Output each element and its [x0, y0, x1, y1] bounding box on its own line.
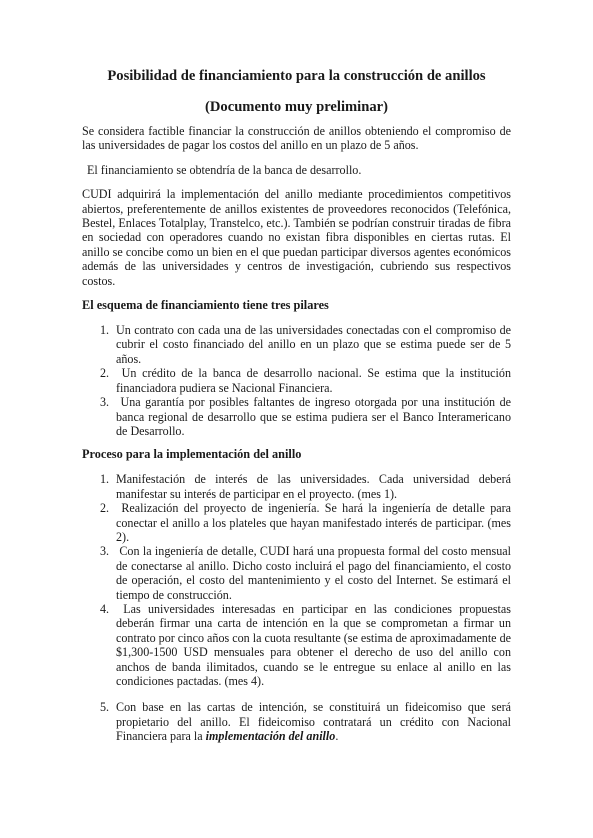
heading-pillars: El esquema de financiamiento tiene tres pilares — [82, 298, 329, 313]
pillar-item — [82, 366, 511, 395]
paragraph-financing-source — [82, 163, 511, 177]
paragraph-intro: Se considera factible financiar la construcción de anillos obteniendo el compromiso de las universidades de pagar los costos del anillo en un plazo de 5 años. — [82, 124, 511, 153]
pillar-number: 1. — [100, 323, 110, 338]
pillar-text: Un crédito de la banca de desarrollo nacional. Se estima que la institución financiadora pudiera se Nacional Financiera. — [116, 366, 511, 395]
pillar-number: 2. — [100, 366, 110, 381]
step-number: 2. — [100, 501, 110, 516]
pillar-number: 3. — [100, 395, 110, 410]
process-step — [82, 501, 511, 544]
step-number: 1. — [100, 472, 110, 487]
step-text: Con base en las cartas de intención, se constituirá un fideicomiso que será propietario del anillo. El fideicomiso contratará un crédito con Nacional Financiera para la — [116, 700, 511, 744]
step-number: 5. — [100, 700, 110, 715]
step-tail: . — [335, 729, 339, 744]
document-title: Posibilidad de financiamiento para la construcción de anillos — [107, 68, 486, 84]
pillar-item — [82, 395, 511, 438]
step-text: Con la ingeniería de detalle, CUDI hará una propuesta formal del costo mensual de conectarse al anillo. Dicho costo incluirá el pago del financiamiento, el costo de operación, el costo del mantenimiento y el costo del Internet. Se estimará el tiempo de construcción. — [116, 544, 511, 602]
step-number: 3. — [100, 544, 110, 559]
pillar-item — [82, 323, 511, 366]
step-emphasis: implementación del anillo — [205, 729, 336, 744]
process-step — [82, 544, 511, 602]
document-subtitle: (Documento muy preliminar) — [205, 99, 388, 115]
process-steps-list — [82, 472, 511, 743]
pillar-text: Un contrato con cada una de las universidades conectadas con el compromiso de cubrir el costo financiado del anillo en un plazo que se estima puede ser de 5 años. — [116, 323, 511, 366]
pillar-text: Una garantía por posibles faltantes de ingreso otorgada por una institución de banca regional de desarrollo que se estima pudiera ser el Banco Interamericano de Desarrollo. — [116, 395, 511, 438]
process-step — [82, 700, 511, 743]
pillars-list — [82, 323, 511, 438]
process-step — [82, 472, 511, 501]
process-step — [82, 602, 511, 688]
step-text: Manifestación de interés de las universidades. Cada universidad deberá manifestar su interés de participar en el proyecto. (mes 1). — [116, 472, 511, 501]
step-number: 4. — [100, 601, 110, 616]
paragraph-financing-source-text: El financiamiento se obtendría de la banca de desarrollo. — [87, 162, 362, 177]
step-text: Realización del proyecto de ingeniería. Se hará la ingeniería de detalle para conectar el anillo a los plateles que hayan manifestado interés de participar. (mes 2). — [116, 501, 511, 544]
heading-process: Proceso para la implementación del anillo — [82, 447, 302, 462]
paragraph-cudi: CUDI adquirirá la implementación del anillo mediante procedimientos competitivos abiertos, preferentemente de anillos existentes de proveedores reconocidos (Telefónica, Bestel, Enlaces Totalplay, Transtelco, etc.). También se podrían construir tiradas de fibra en sociedad con operadores cuando no existan fibra disponibles en ciertas rutas. El anillo se concibe como un bien en el que puedan participar diversos agentes económicos además de las universidades y centros de investigación, cubriendo sus respectivos costos. — [82, 187, 511, 288]
step-text: Las universidades interesadas en participar en las condiciones propuestas deberán firmar una carta de intención en la que se comprometan a firmar un contrato por cinco años con la cuota resultante (se estima de aproximadamente de $1,300-1500 USD mensuales para obtener el derecho de uso del anillo con anchos de banda ilimitados, cuando se le entregue su enlace al anillo en las condiciones pactadas. (mes 4). — [116, 601, 511, 688]
